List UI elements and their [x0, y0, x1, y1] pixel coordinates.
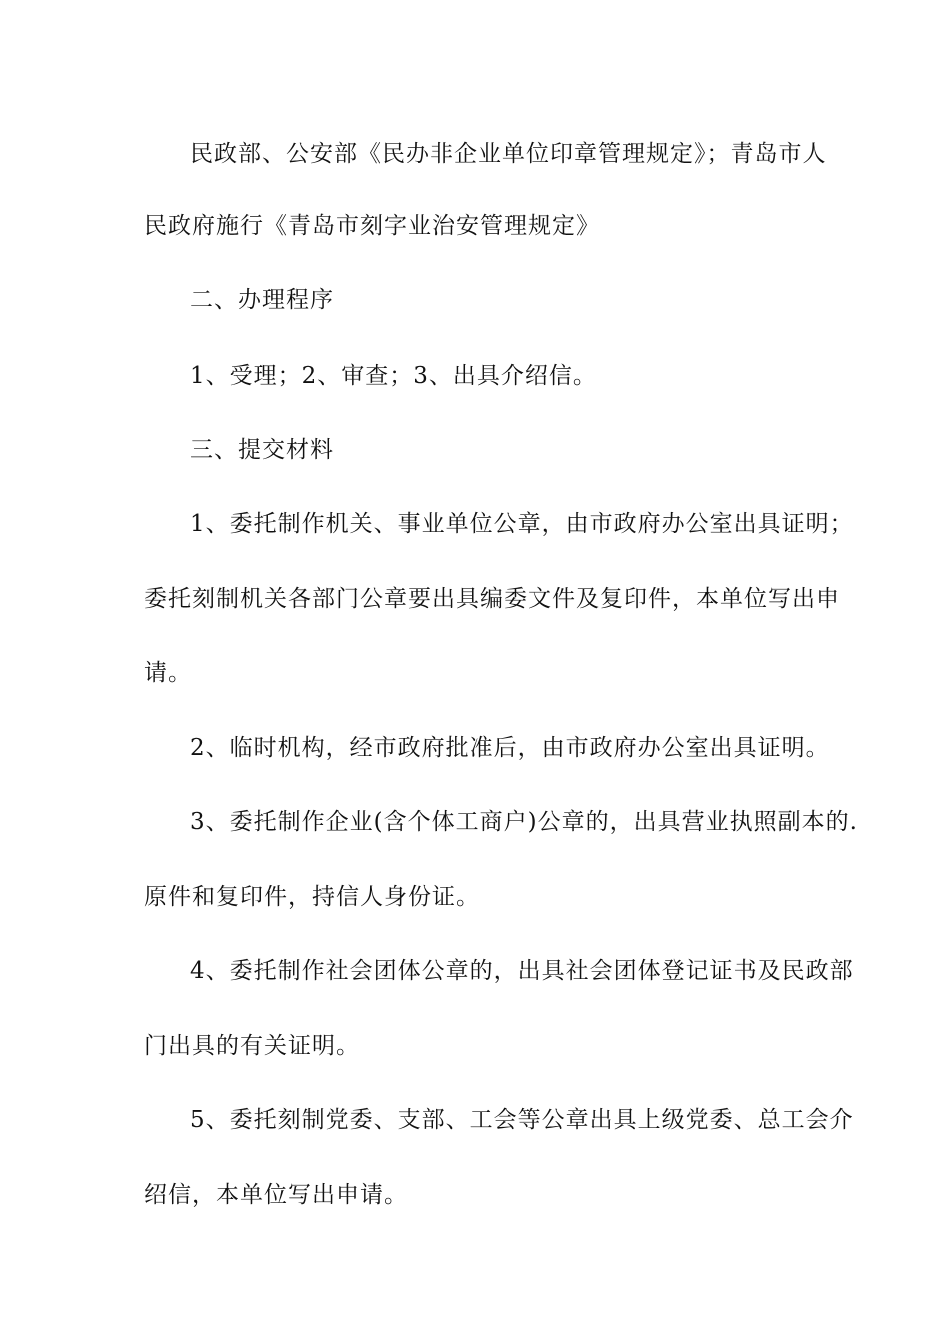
- paragraph-line: 民政府施行《青岛市刻字业治安管理规定》: [144, 213, 600, 239]
- paragraph-line: 5、委托刻制党委、支部、工会等公章出具上级党委、总工会介: [190, 1107, 854, 1133]
- paragraph-line: 原件和复印件，持信人身份证。: [144, 884, 480, 910]
- paragraph-line: 委托刻制机关各部门公章要出具编委文件及复印件，本单位写出申: [144, 586, 840, 612]
- paragraph-line: 绍信，本单位写出申请。: [144, 1182, 408, 1208]
- paragraph-line: 1、受理；2、审查；3、出具介绍信。: [190, 363, 597, 389]
- paragraph-line: 4、委托制作社会团体公章的，出具社会团体登记证书及民政部: [190, 958, 854, 984]
- paragraph-line: 门出具的有关证明。: [144, 1033, 360, 1059]
- paragraph-line: 民政部、公安部《民办非企业单位印章管理规定》；青岛市人: [190, 141, 827, 167]
- paragraph-line: 1、委托制作机关、事业单位公章，由市政府办公室出具证明；: [190, 511, 854, 537]
- section-heading: 二、办理程序: [190, 287, 334, 313]
- paragraph-line: 请。: [144, 660, 192, 686]
- section-heading: 三、提交材料: [190, 437, 334, 463]
- paragraph-line: 3、委托制作企业(含个体工商户)公章的，出具营业执照副本的.: [190, 809, 858, 835]
- paragraph-line: 2、临时机构，经市政府批准后，由市政府办公室出具证明。: [190, 735, 830, 761]
